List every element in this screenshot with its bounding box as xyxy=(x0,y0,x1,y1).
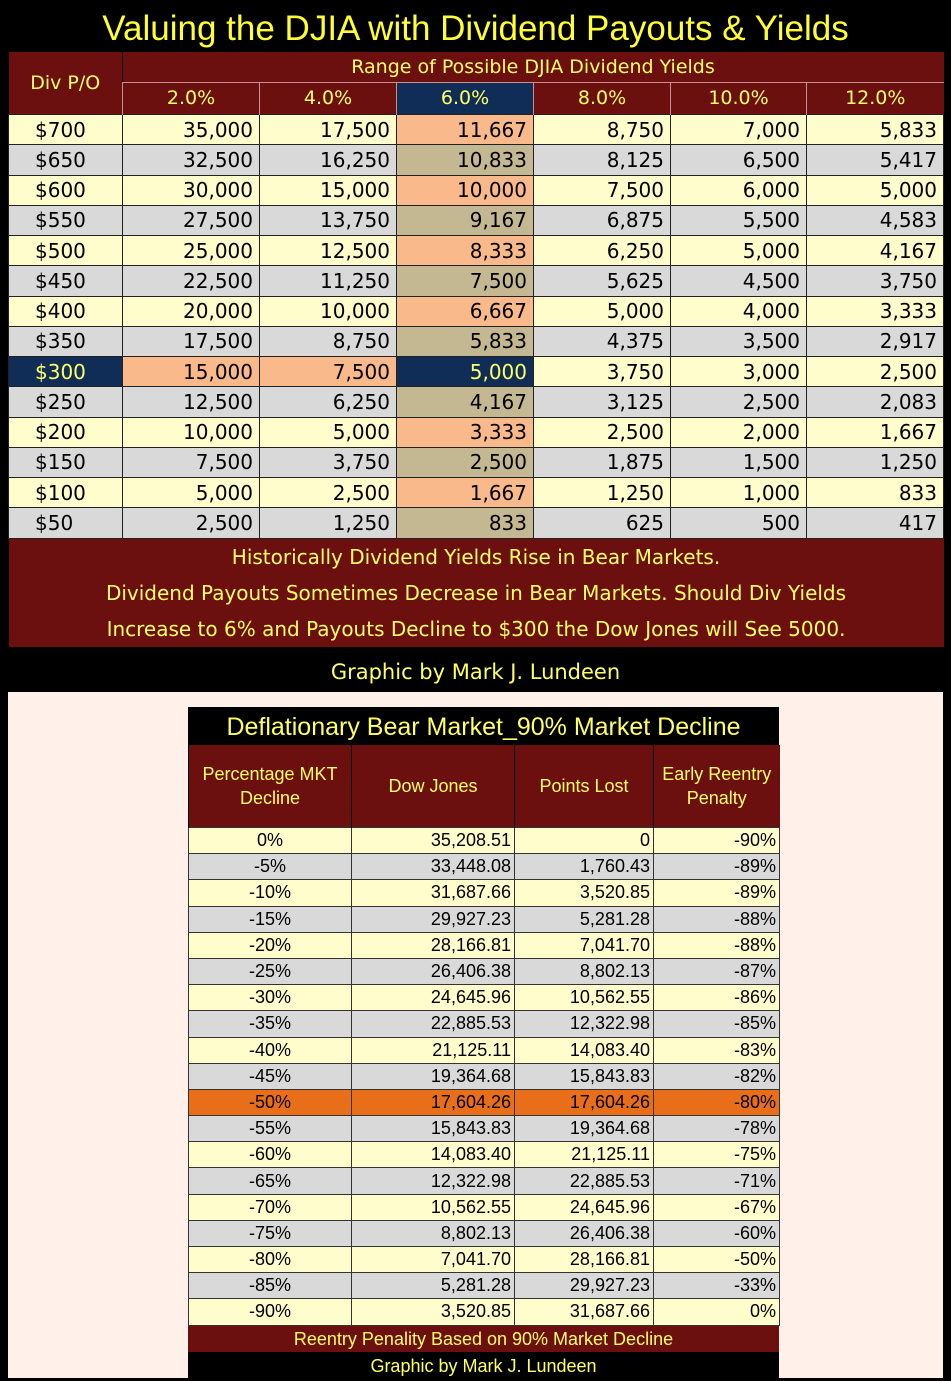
dow-value-cell: 7,500 xyxy=(123,447,260,477)
decline-cell: -80% xyxy=(189,1247,352,1273)
dow-value-cell: 1,667 xyxy=(397,478,534,508)
payout-label: $400 xyxy=(9,296,123,326)
dow-value-cell: 12,500 xyxy=(260,236,397,266)
decline-cell: 26,406.38 xyxy=(352,958,515,984)
dow-value-cell: 5,000 xyxy=(807,175,944,205)
dow-value-cell: 27,500 xyxy=(123,205,260,235)
decline-cell: -60% xyxy=(654,1220,780,1246)
dow-value-cell: 417 xyxy=(807,508,944,538)
payout-row xyxy=(9,266,944,296)
decline-cell: 17,604.26 xyxy=(515,1089,654,1115)
dow-value-cell: 4,167 xyxy=(807,236,944,266)
payout-row xyxy=(9,115,944,145)
payout-row xyxy=(9,447,944,477)
note-line-1: Dividend Payouts Sometimes Decrease in Bear Markets. Should Div Yields xyxy=(9,575,944,611)
decline-cell: 26,406.38 xyxy=(515,1220,654,1246)
payout-row xyxy=(9,478,944,508)
dow-value-cell: 15,000 xyxy=(123,357,260,387)
payout-row xyxy=(9,296,944,326)
dow-value-cell: 35,000 xyxy=(123,115,260,145)
decline-row xyxy=(189,1089,780,1115)
dow-value-cell: 6,000 xyxy=(671,175,807,205)
decline-cell: -10% xyxy=(189,880,352,906)
yield-header-2: 6.0% xyxy=(397,83,534,115)
decline-cell: 7,041.70 xyxy=(515,932,654,958)
decline-cell: -86% xyxy=(654,985,780,1011)
dow-value-cell: 8,125 xyxy=(534,145,671,175)
dow-value-cell: 20,000 xyxy=(123,296,260,326)
dow-value-cell: 1,250 xyxy=(807,447,944,477)
decline-cell: 1,760.43 xyxy=(515,854,654,880)
decline-cell: 19,364.68 xyxy=(352,1063,515,1089)
dow-value-cell: 6,250 xyxy=(534,236,671,266)
dow-value-cell: 11,667 xyxy=(397,115,534,145)
payout-row xyxy=(9,326,944,356)
dow-value-cell: 5,833 xyxy=(807,115,944,145)
decline-cell: 28,166.81 xyxy=(515,1247,654,1273)
bear-header-0: Percentage MKT Decline xyxy=(189,745,352,828)
decline-row xyxy=(189,1037,780,1063)
bear-market-table xyxy=(188,745,780,1326)
payout-row xyxy=(9,508,944,538)
note-line-2: Increase to 6% and Payouts Decline to $300 the Dow Jones will See 5000. xyxy=(9,611,944,647)
dow-value-cell: 1,250 xyxy=(534,478,671,508)
dow-value-cell: 7,000 xyxy=(671,115,807,145)
decline-cell: 24,645.96 xyxy=(352,985,515,1011)
dow-value-cell: 4,583 xyxy=(807,205,944,235)
dow-value-cell: 5,625 xyxy=(534,266,671,296)
decline-cell: 28,166.81 xyxy=(352,932,515,958)
decline-cell: -35% xyxy=(189,1011,352,1037)
decline-cell: 12,322.98 xyxy=(352,1168,515,1194)
payout-label: $300 xyxy=(9,357,123,387)
decline-cell: 10,562.55 xyxy=(352,1194,515,1220)
decline-cell: 29,927.23 xyxy=(515,1273,654,1299)
decline-row xyxy=(189,828,780,854)
div-po-header: Div P/O xyxy=(9,52,123,115)
decline-cell: -30% xyxy=(189,985,352,1011)
dow-value-cell: 10,000 xyxy=(260,296,397,326)
payout-row xyxy=(9,357,944,387)
decline-cell: -78% xyxy=(654,1116,780,1142)
dow-value-cell: 8,333 xyxy=(397,236,534,266)
decline-row xyxy=(189,1273,780,1299)
decline-cell: -20% xyxy=(189,932,352,958)
dow-value-cell: 5,000 xyxy=(671,236,807,266)
decline-row xyxy=(189,1220,780,1246)
dow-value-cell: 17,500 xyxy=(123,326,260,356)
dow-value-cell: 5,000 xyxy=(397,357,534,387)
dow-value-cell: 22,500 xyxy=(123,266,260,296)
decline-row xyxy=(189,1299,780,1325)
dow-value-cell: 13,750 xyxy=(260,205,397,235)
yield-header-0: 2.0% xyxy=(123,83,260,115)
dow-value-cell: 5,500 xyxy=(671,205,807,235)
decline-cell: 14,083.40 xyxy=(515,1037,654,1063)
decline-row xyxy=(189,1247,780,1273)
decline-cell: -67% xyxy=(654,1194,780,1220)
payout-row xyxy=(9,145,944,175)
payout-row xyxy=(9,417,944,447)
payout-label: $450 xyxy=(9,266,123,296)
decline-cell: 0% xyxy=(654,1299,780,1325)
decline-cell: -85% xyxy=(189,1273,352,1299)
decline-cell: -88% xyxy=(654,906,780,932)
payout-label: $150 xyxy=(9,447,123,477)
decline-cell: 31,687.66 xyxy=(515,1299,654,1325)
dow-value-cell: 4,167 xyxy=(397,387,534,417)
decline-cell: -83% xyxy=(654,1037,780,1063)
decline-row xyxy=(189,880,780,906)
decline-cell: 17,604.26 xyxy=(352,1089,515,1115)
dow-value-cell: 5,000 xyxy=(123,478,260,508)
payout-label: $500 xyxy=(9,236,123,266)
decline-row xyxy=(189,1194,780,1220)
bear-market-table-title: Deflationary Bear Market_90% Market Decline xyxy=(188,707,779,745)
payout-label: $650 xyxy=(9,145,123,175)
reentry-penalty-note: Reentry Penality Based on 90% Market Decline xyxy=(188,1326,779,1352)
dow-value-cell: 10,833 xyxy=(397,145,534,175)
dow-value-cell: 1,250 xyxy=(260,508,397,538)
decline-cell: -85% xyxy=(654,1011,780,1037)
decline-cell: 33,448.08 xyxy=(352,854,515,880)
decline-cell: -90% xyxy=(654,828,780,854)
decline-cell: -89% xyxy=(654,880,780,906)
dow-value-cell: 3,125 xyxy=(534,387,671,417)
dow-value-cell: 2,500 xyxy=(534,417,671,447)
dow-value-cell: 5,417 xyxy=(807,145,944,175)
payout-label: $550 xyxy=(9,205,123,235)
decline-row xyxy=(189,985,780,1011)
dow-value-cell: 2,500 xyxy=(123,508,260,538)
decline-row xyxy=(189,1168,780,1194)
bear-header-3: Early Reentry Penalty xyxy=(654,745,780,828)
dividend-valuation-panel xyxy=(0,0,951,690)
payout-label: $200 xyxy=(9,417,123,447)
payout-row xyxy=(9,236,944,266)
dow-value-cell: 8,750 xyxy=(534,115,671,145)
decline-cell: 35,208.51 xyxy=(352,828,515,854)
decline-cell: -60% xyxy=(189,1142,352,1168)
decline-cell: 14,083.40 xyxy=(352,1142,515,1168)
decline-cell: 15,843.83 xyxy=(515,1063,654,1089)
dow-value-cell: 3,333 xyxy=(807,296,944,326)
dow-value-cell: 15,000 xyxy=(260,175,397,205)
decline-cell: 5,281.28 xyxy=(352,1273,515,1299)
dow-value-cell: 2,500 xyxy=(260,478,397,508)
dow-value-cell: 3,750 xyxy=(807,266,944,296)
payout-row xyxy=(9,387,944,417)
decline-cell: -55% xyxy=(189,1116,352,1142)
dow-value-cell: 16,250 xyxy=(260,145,397,175)
decline-cell: 31,687.66 xyxy=(352,880,515,906)
dow-value-cell: 833 xyxy=(397,508,534,538)
decline-cell: 5,281.28 xyxy=(515,906,654,932)
dow-value-cell: 6,500 xyxy=(671,145,807,175)
decline-cell: 29,927.23 xyxy=(352,906,515,932)
decline-cell: -80% xyxy=(654,1089,780,1115)
dow-value-cell: 8,750 xyxy=(260,326,397,356)
decline-cell: 12,322.98 xyxy=(515,1011,654,1037)
decline-cell: -87% xyxy=(654,958,780,984)
decline-cell: -89% xyxy=(654,854,780,880)
yield-range-header: Range of Possible DJIA Dividend Yields xyxy=(123,52,944,83)
decline-row xyxy=(189,1142,780,1168)
decline-cell: 8,802.13 xyxy=(352,1220,515,1246)
payout-label: $350 xyxy=(9,326,123,356)
dow-value-cell: 4,000 xyxy=(671,296,807,326)
dow-value-cell: 32,500 xyxy=(123,145,260,175)
decline-cell: -65% xyxy=(189,1168,352,1194)
decline-cell: 3,520.85 xyxy=(515,880,654,906)
dow-value-cell: 1,500 xyxy=(671,447,807,477)
dow-value-cell: 2,500 xyxy=(671,387,807,417)
decline-cell: 8,802.13 xyxy=(515,958,654,984)
dow-value-cell: 2,917 xyxy=(807,326,944,356)
decline-cell: 22,885.53 xyxy=(515,1168,654,1194)
decline-row xyxy=(189,958,780,984)
note-line-0: Historically Dividend Yields Rise in Bear Markets. xyxy=(9,538,944,575)
decline-cell: -50% xyxy=(189,1089,352,1115)
dow-value-cell: 17,500 xyxy=(260,115,397,145)
dow-value-cell: 5,000 xyxy=(260,417,397,447)
yield-header-3: 8.0% xyxy=(534,83,671,115)
decline-row xyxy=(189,1063,780,1089)
decline-cell: 0 xyxy=(515,828,654,854)
dow-value-cell: 10,000 xyxy=(123,417,260,447)
decline-cell: -88% xyxy=(654,932,780,958)
decline-cell: 24,645.96 xyxy=(515,1194,654,1220)
payout-label: $250 xyxy=(9,387,123,417)
decline-cell: 0% xyxy=(189,828,352,854)
dow-value-cell: 2,083 xyxy=(807,387,944,417)
dow-value-cell: 6,667 xyxy=(397,296,534,326)
dow-value-cell: 9,167 xyxy=(397,205,534,235)
decline-cell: 7,041.70 xyxy=(352,1247,515,1273)
yield-header-5: 12.0% xyxy=(807,83,944,115)
decline-cell: 19,364.68 xyxy=(515,1116,654,1142)
dow-value-cell: 1,000 xyxy=(671,478,807,508)
dow-value-cell: 3,750 xyxy=(534,357,671,387)
decline-cell: -70% xyxy=(189,1194,352,1220)
bear-header-2: Points Lost xyxy=(515,745,654,828)
dow-value-cell: 2,500 xyxy=(807,357,944,387)
dividend-yield-table xyxy=(8,52,944,647)
decline-cell: -75% xyxy=(189,1220,352,1246)
dow-value-cell: 1,667 xyxy=(807,417,944,447)
decline-row xyxy=(189,1011,780,1037)
decline-cell: 3,520.85 xyxy=(352,1299,515,1325)
dow-value-cell: 7,500 xyxy=(260,357,397,387)
yield-header-1: 4.0% xyxy=(260,83,397,115)
payout-label: $100 xyxy=(9,478,123,508)
decline-cell: 22,885.53 xyxy=(352,1011,515,1037)
decline-cell: 10,562.55 xyxy=(515,985,654,1011)
dow-value-cell: 3,333 xyxy=(397,417,534,447)
decline-cell: -45% xyxy=(189,1063,352,1089)
decline-cell: -50% xyxy=(654,1247,780,1273)
decline-cell: -82% xyxy=(654,1063,780,1089)
decline-cell: -25% xyxy=(189,958,352,984)
decline-cell: 21,125.11 xyxy=(515,1142,654,1168)
decline-cell: -90% xyxy=(189,1299,352,1325)
payout-label: $600 xyxy=(9,175,123,205)
decline-cell: -40% xyxy=(189,1037,352,1063)
dow-value-cell: 6,250 xyxy=(260,387,397,417)
payout-row xyxy=(9,205,944,235)
dow-value-cell: 3,500 xyxy=(671,326,807,356)
decline-row xyxy=(189,1116,780,1142)
dow-value-cell: 6,875 xyxy=(534,205,671,235)
dow-value-cell: 833 xyxy=(807,478,944,508)
dow-value-cell: 5,833 xyxy=(397,326,534,356)
credit-line: Graphic by Mark J. Lundeen xyxy=(330,660,621,684)
payout-label: $50 xyxy=(9,508,123,538)
decline-cell: 15,843.83 xyxy=(352,1116,515,1142)
dow-value-cell: 2,500 xyxy=(397,447,534,477)
decline-row xyxy=(189,932,780,958)
decline-row xyxy=(189,854,780,880)
dow-value-cell: 3,750 xyxy=(260,447,397,477)
dow-value-cell: 500 xyxy=(671,508,807,538)
dow-value-cell: 12,500 xyxy=(123,387,260,417)
dow-value-cell: 30,000 xyxy=(123,175,260,205)
dow-value-cell: 2,000 xyxy=(671,417,807,447)
dow-value-cell: 7,500 xyxy=(397,266,534,296)
page-title: Valuing the DJIA with Dividend Payouts & Yields xyxy=(102,9,849,48)
bear-market-table-container xyxy=(188,707,779,1380)
dow-value-cell: 25,000 xyxy=(123,236,260,266)
payout-label: $700 xyxy=(9,115,123,145)
dow-value-cell: 4,500 xyxy=(671,266,807,296)
dow-value-cell: 5,000 xyxy=(534,296,671,326)
dow-value-cell: 4,375 xyxy=(534,326,671,356)
decline-cell: -15% xyxy=(189,906,352,932)
decline-row xyxy=(189,906,780,932)
dow-value-cell: 3,000 xyxy=(671,357,807,387)
bear-market-credit: Graphic by Mark J. Lundeen xyxy=(188,1352,779,1380)
bear-market-panel xyxy=(8,692,943,1378)
dow-value-cell: 625 xyxy=(534,508,671,538)
decline-cell: 21,125.11 xyxy=(352,1037,515,1063)
decline-cell: -75% xyxy=(654,1142,780,1168)
payout-row xyxy=(9,175,944,205)
bear-header-1: Dow Jones xyxy=(352,745,515,828)
dow-value-cell: 1,875 xyxy=(534,447,671,477)
decline-cell: -5% xyxy=(189,854,352,880)
dow-value-cell: 10,000 xyxy=(397,175,534,205)
dow-value-cell: 7,500 xyxy=(534,175,671,205)
yield-header-4: 10.0% xyxy=(671,83,807,115)
decline-cell: -33% xyxy=(654,1273,780,1299)
decline-cell: -71% xyxy=(654,1168,780,1194)
dow-value-cell: 11,250 xyxy=(260,266,397,296)
